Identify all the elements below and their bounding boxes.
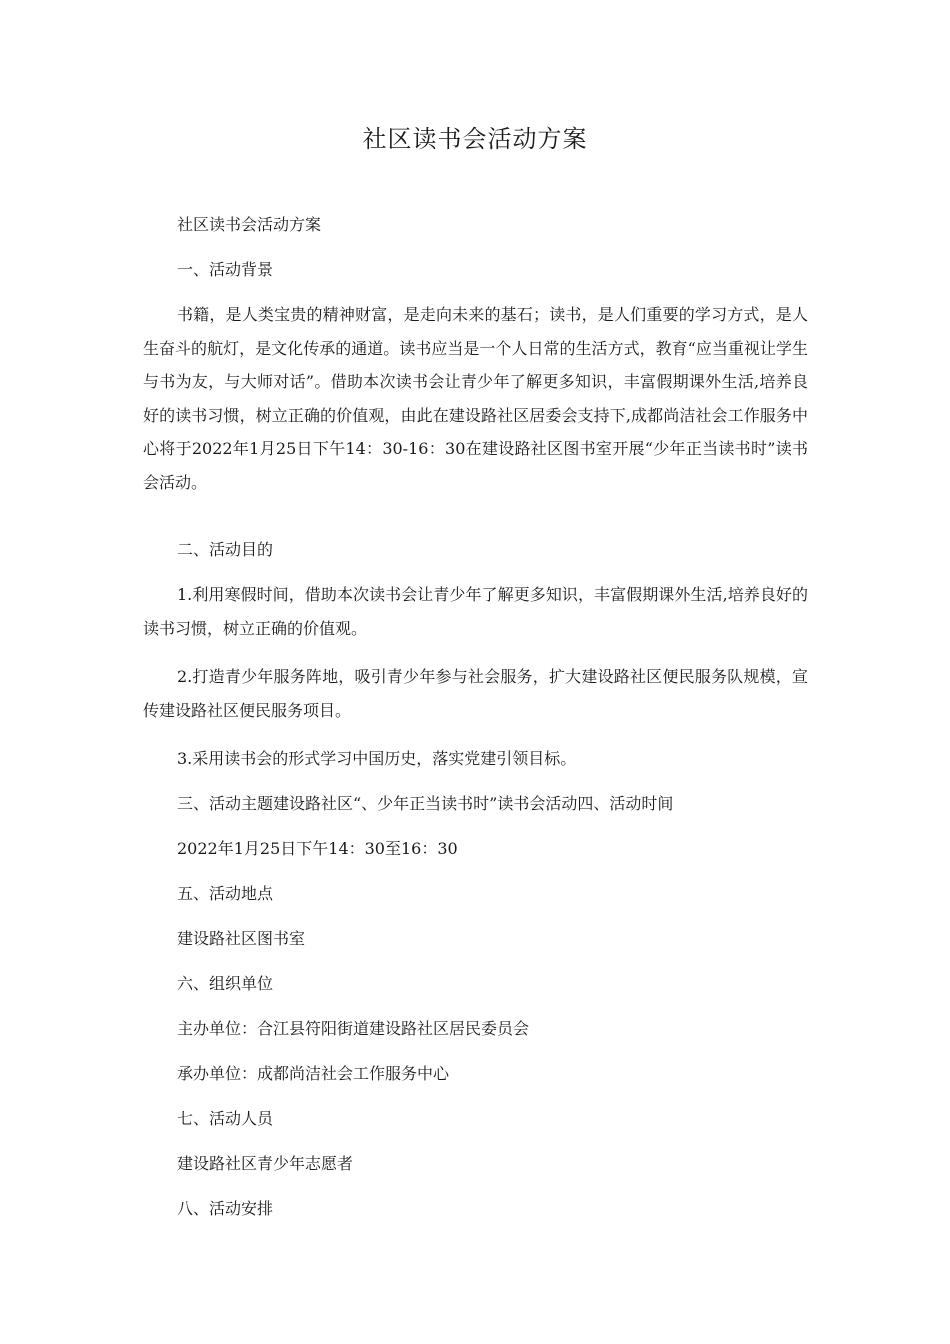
section-heading-organizers: 六、组织单位: [177, 974, 274, 993]
purpose-item-2: 2.打造青少年服务阵地，吸引青少年参与社会服务，扩大建设路社区便民服务队规模，宣传建设路社区便民服务项目。: [143, 667, 808, 720]
section-heading-background: 一、活动背景: [177, 260, 274, 279]
activity-location: 建设路社区图书室: [177, 929, 306, 948]
section-heading-theme-time: 三、活动主题建设路社区“、少年正当读书时”读书会活动四、活动时间: [177, 794, 674, 813]
activity-time: 2022年1月25日下午14：30至16：30: [177, 839, 458, 858]
co-organizer: 承办单位：成都尚洁社会工作服务中心: [177, 1064, 450, 1083]
document-title: 社区读书会活动方案: [362, 125, 588, 153]
section-heading-participants: 七、活动人员: [177, 1109, 274, 1128]
purpose-item-3: 3.采用读书会的形式学习中国历史，落实党建引领目标。: [177, 749, 577, 768]
subtitle-paragraph: 社区读书会活动方案: [177, 215, 322, 234]
host-organizer: 主办单位：合江县符阳街道建设路社区居民委员会: [177, 1019, 530, 1038]
participants: 建设路社区青少年志愿者: [177, 1154, 354, 1173]
background-paragraph: 书籍，是人类宝贵的精神财富，是走向未来的基石；读书，是人们重要的学习方式，是人生奋斗的航灯，是文化传承的通道。读书应当是一个人日常的生活方式，教育“应当重视让学生与书为友，与大师对话”。借助本次读书会让青少年了解更多知识，丰富假期课外生活,培养良好的读书习惯，树立正确的价值观，由此在建设路社区居委会支持下,成都尚洁社会工作服务中心将于2022年1月25日下午14：30-16：30在建设路社区图书室开展“少年正当读书时”读书会活动。: [143, 305, 808, 492]
section-heading-location: 五、活动地点: [177, 884, 274, 903]
section-heading-schedule: 八、活动安排: [177, 1199, 274, 1218]
section-heading-purpose: 二、活动目的: [177, 540, 274, 559]
purpose-item-1: 1.利用寒假时间，借助本次读书会让青少年了解更多知识，丰富假期课外生活,培养良好的读书习惯，树立正确的价值观。: [143, 585, 808, 638]
